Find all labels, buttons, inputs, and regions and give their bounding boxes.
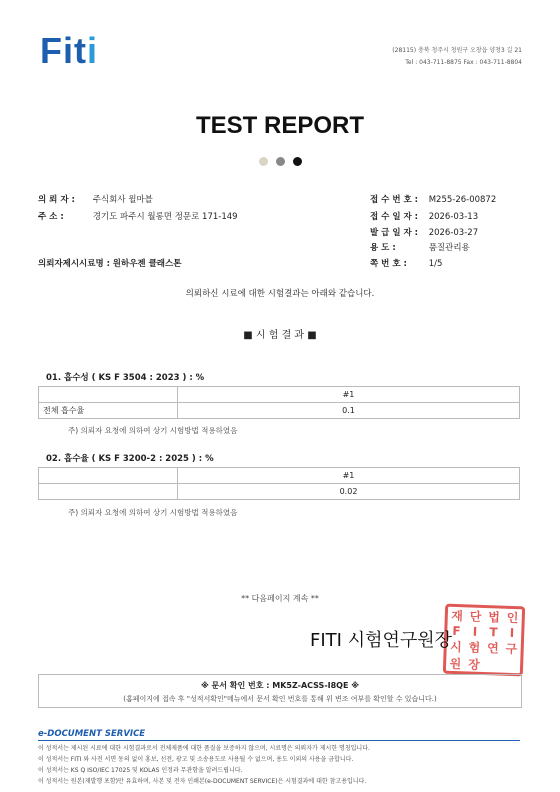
table-row	[39, 484, 520, 500]
fiti-logo: Fiti	[40, 30, 98, 71]
table-cell	[39, 468, 178, 484]
test-1-note: 주) 의뢰자 요청에 의하여 상기 시험방법 적용하였음	[68, 426, 238, 435]
official-seal	[443, 604, 525, 677]
test-1-table	[38, 386, 520, 419]
test-2-title: 02. 흡수율 ( KS F 3200-2 : 2025 ) : %	[46, 454, 214, 464]
address-row: 주 소 : 경기도 파주시 월롱면 정문로 171-149	[38, 212, 238, 222]
seal-glyph: I	[472, 624, 478, 639]
footnote-3: 이 성적서는 KS Q ISO/IEC 17025 및 KOLAS 인정과 무관함을 알려드립니다.	[38, 767, 243, 774]
footnote-4: 이 성적서는 원본(재발행 포함)만 유효하며, 사본 및 전자 인쇄본(e-DOCUMENT SERVICE)은 시험결과에 대한 참고용입니다.	[38, 778, 367, 785]
decorative-dots	[259, 157, 302, 166]
table-cell	[39, 387, 178, 403]
seal-glyph: 인	[506, 610, 519, 626]
table-header-cell: #1	[178, 387, 520, 403]
seal-glyph: 원	[449, 656, 462, 672]
row-label-cell	[39, 484, 178, 500]
value-cell: 0.1	[178, 403, 520, 419]
director-signature: FITI 시험연구원장	[310, 630, 453, 651]
value-cell: 0.02	[178, 484, 520, 500]
row-label-cell: 전체 흡수율	[39, 403, 178, 419]
dot-dark	[293, 157, 302, 166]
table-row	[39, 403, 520, 419]
receipt-no-row: 접 수 번 호 : M255-26-00872	[370, 195, 497, 205]
footnote-2: 이 성적서는 FITI 와 사전 서면 동의 없이 홍보, 선전, 광고 및 소송용도로 사용될 수 없으며, 용도 이외의 사용을 금합니다.	[38, 756, 354, 763]
seal-glyph: I	[509, 625, 515, 641]
purpose-row: 용 도 : 품질관리용	[370, 243, 470, 253]
e-document-service-title: e-DOCUMENT SERVICE	[38, 729, 146, 739]
divider	[38, 740, 520, 741]
dot-light	[259, 157, 268, 166]
seal-glyph: F	[452, 623, 461, 639]
continued-text: ** 다음페이지 계속 **	[241, 594, 319, 603]
sample-row: 의뢰자제시시료명 : 원하우젠 클래스톤	[38, 259, 182, 269]
seal-glyph: 법	[488, 610, 501, 625]
table-header-cell: #1	[178, 468, 520, 484]
table-row	[39, 387, 520, 403]
seal-glyph: 구	[505, 641, 518, 657]
issue-date-row: 발 급 일 자 : 2026-03-27	[370, 228, 479, 238]
test-2-note: 주) 의뢰자 요청에 의하여 상기 시험방법 적용하였음	[68, 508, 238, 517]
seal-glyph: 장	[467, 657, 480, 672]
seal-glyph: T	[489, 625, 498, 640]
document-check-box	[38, 674, 522, 708]
seal-glyph: 연	[486, 641, 500, 656]
intro-text: 의뢰하신 시료에 대한 시험결과는 아래와 같습니다.	[185, 289, 375, 299]
dot-mid	[276, 157, 285, 166]
footnote-1: 이 성적서는 제시된 시료에 대한 시험결과로서 전체제품에 대한 품질을 보증하지 않으며, 시료명은 의뢰자가 제시한 명칭입니다.	[38, 745, 370, 752]
table-row	[39, 468, 520, 484]
report-title: TEST REPORT	[195, 112, 364, 139]
test-1-title: 01. 흡수성 ( KS F 3504 : 2023 ) : %	[46, 373, 205, 383]
section-title: ■ 시 험 결 과 ■	[243, 330, 317, 341]
page-number-row: 쪽 번 호 : 1/5	[370, 259, 443, 269]
seal-glyph: 재	[451, 608, 464, 624]
seal-glyph: 험	[468, 640, 481, 655]
contact-line: Tel : 043-711-8875 Fax : 043-711-8804	[405, 59, 522, 66]
requester-row: 의 뢰 자 : 주식회사 윌마블	[38, 195, 153, 205]
document-check-note: (홈페이지에 접속 후 "성적서확인"메뉴에서 문서 확인 번호를 통해 위 변조 여부를 확인할 수 있습니다.)	[123, 695, 437, 703]
test-2-table	[38, 467, 520, 500]
seal-glyph: 시	[449, 639, 463, 655]
company-address	[392, 45, 522, 69]
address-line: (28115) 충북 청주시 청원구 오창읍 양청3 길 21	[392, 47, 522, 54]
seal-glyph: 단	[469, 609, 482, 624]
receipt-date-row: 접 수 일 자 : 2026-03-13	[370, 212, 479, 222]
document-check-number: ※ 문서 확인 번호 : MK5Z-ACSS-I8QE ※	[200, 681, 360, 690]
